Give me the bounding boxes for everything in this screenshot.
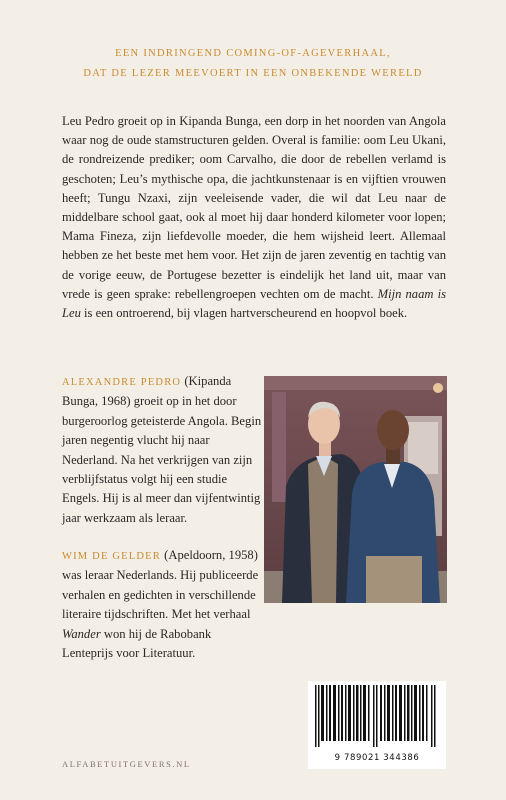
author-photo-illustration — [264, 376, 447, 603]
work-title-wander: Wander — [62, 626, 101, 641]
author-bio-pedro — [62, 372, 262, 528]
author-bio-pedro-text: (Kipanda Bunga, 1968) groeit op in het door burgeroorlog geteisterde Angola. Begin jaren negentig vlucht hij naar Nederland. Na het verkrijgen van zijn verblijfstatus volgt hij een studie Engels. Hij is al meer dan vijfentwintig jaar werkzaam als leraar. — [62, 374, 262, 525]
author-name-gelder: WIM DE GELDER — [62, 551, 162, 562]
blurb-ending: is een ontroerend, bij vlagen hartverscheurend en hoopvol boek. — [80, 306, 408, 321]
author-bio-gelder-text-2: won hij de Rabobank Lenteprijs voor Literatuur. — [62, 626, 212, 661]
blurb-book-title: Mijn naam is Leu — [62, 286, 446, 321]
author-bio-gelder-text-1: (Apeldoorn, 1958) was leraar Nederlands. Hij publiceerde verhalen en gedichten in verschillende literaire tijdschriften. Met het verhaal — [62, 548, 259, 622]
author-bio-gelder — [62, 546, 262, 663]
tagline-line-1: EEN INDRINGEND COMING-OF-AGEVERHAAL, — [115, 48, 391, 59]
author-photo — [264, 376, 447, 603]
author-name-pedro: ALEXANDRE PEDRO — [62, 377, 182, 388]
isbn-number: 9 789021 344386 — [334, 753, 420, 763]
barcode-icon — [308, 681, 446, 751]
blurb-text: Leu Pedro groeit op in Kipanda Bunga, een dorp in het noorden van Angola waar nog de oude stamstructuren gelden. Overal is familie: oom Leu Ukani, de rondreizende prediker; oom Carvalho, die door de rebellen verlamd is geschoten; Leu’s mythische opa, die jachtkunstenaar is en vijftien vrouwen heeft; Tungu Nzaxi, zijn veeleisende vader, die wil dat Leu naar de middelbare school gaat, ook al moet hij daar honderd kilometer voor lopen; Mama Fineza, zijn liefdevolle moeder, die hem wijsheid leert. Allemaal hebben ze het beste met hem voor. Het zijn de jaren zeventig en tachtig van de vorige eeuw, de Portugese bezetter is eindelijk het land uit, maar van vrede is geen sprake: rebellengroepen vechten om de macht. — [62, 114, 446, 301]
book-blurb — [62, 112, 446, 323]
publisher-url: ALFABETUITGEVERS.NL — [62, 759, 191, 769]
tagline-line-2: DAT DE LEZER MEEVOERT IN EEN ONBEKENDE WERELD — [83, 68, 423, 79]
tagline — [0, 44, 506, 84]
